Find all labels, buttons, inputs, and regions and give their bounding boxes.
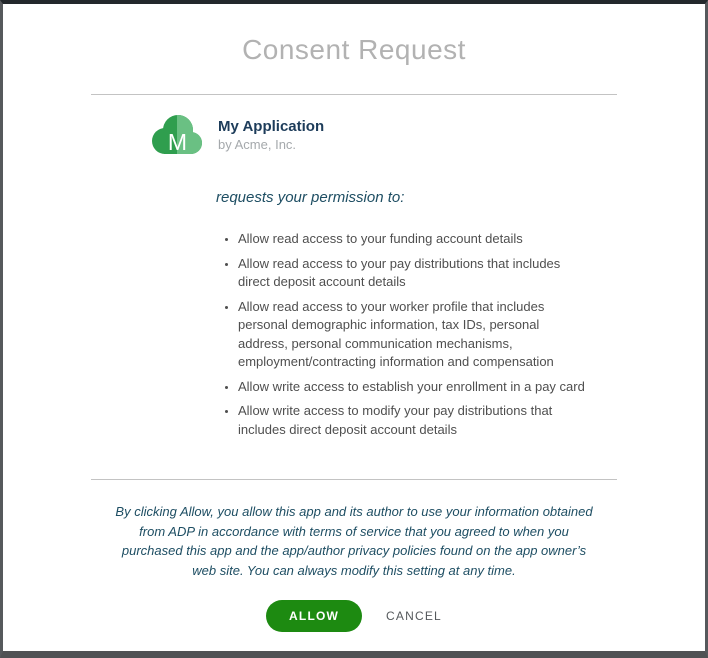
app-meta xyxy=(218,117,324,154)
permission-item: • Allow read access to your funding account details xyxy=(238,230,586,249)
disclaimer-text: By clicking Allow, you allow this app and its author to use your information obtained from ADP in accordance with terms of service that you agreed to when you purchased this app and the app/author privacy policies found on the app owner’s web site. You can always modify this setting at any time. xyxy=(115,504,593,578)
app-cloud-icon xyxy=(151,111,203,159)
app-name: My Application xyxy=(218,117,325,135)
button-row xyxy=(3,600,705,632)
allow-button[interactable]: ALLOW xyxy=(266,600,362,632)
permissions-list xyxy=(216,230,586,439)
permission-heading: requests your permission to: xyxy=(216,189,405,206)
top-divider xyxy=(91,94,617,95)
cancel-button[interactable]: CANCEL xyxy=(386,609,442,623)
app-author: by Acme, Inc. xyxy=(218,136,297,152)
permission-item: • Allow read access to your worker profile that includes personal demographic information, tax IDs, personal address, personal communication mechanisms, employment/contracting information and compensation xyxy=(238,298,586,372)
permission-item: • Allow read access to your pay distributions that includes direct deposit account details xyxy=(238,255,586,292)
app-header xyxy=(151,111,705,159)
permission-item: • Allow write access to establish your enrollment in a pay card xyxy=(238,378,586,397)
bottom-divider xyxy=(91,479,617,480)
app-icon-letter: M xyxy=(167,129,188,155)
permission-item: • Allow write access to modify your pay distributions that includes direct deposit account details xyxy=(238,402,586,439)
dialog-title: Consent Request xyxy=(242,34,466,65)
